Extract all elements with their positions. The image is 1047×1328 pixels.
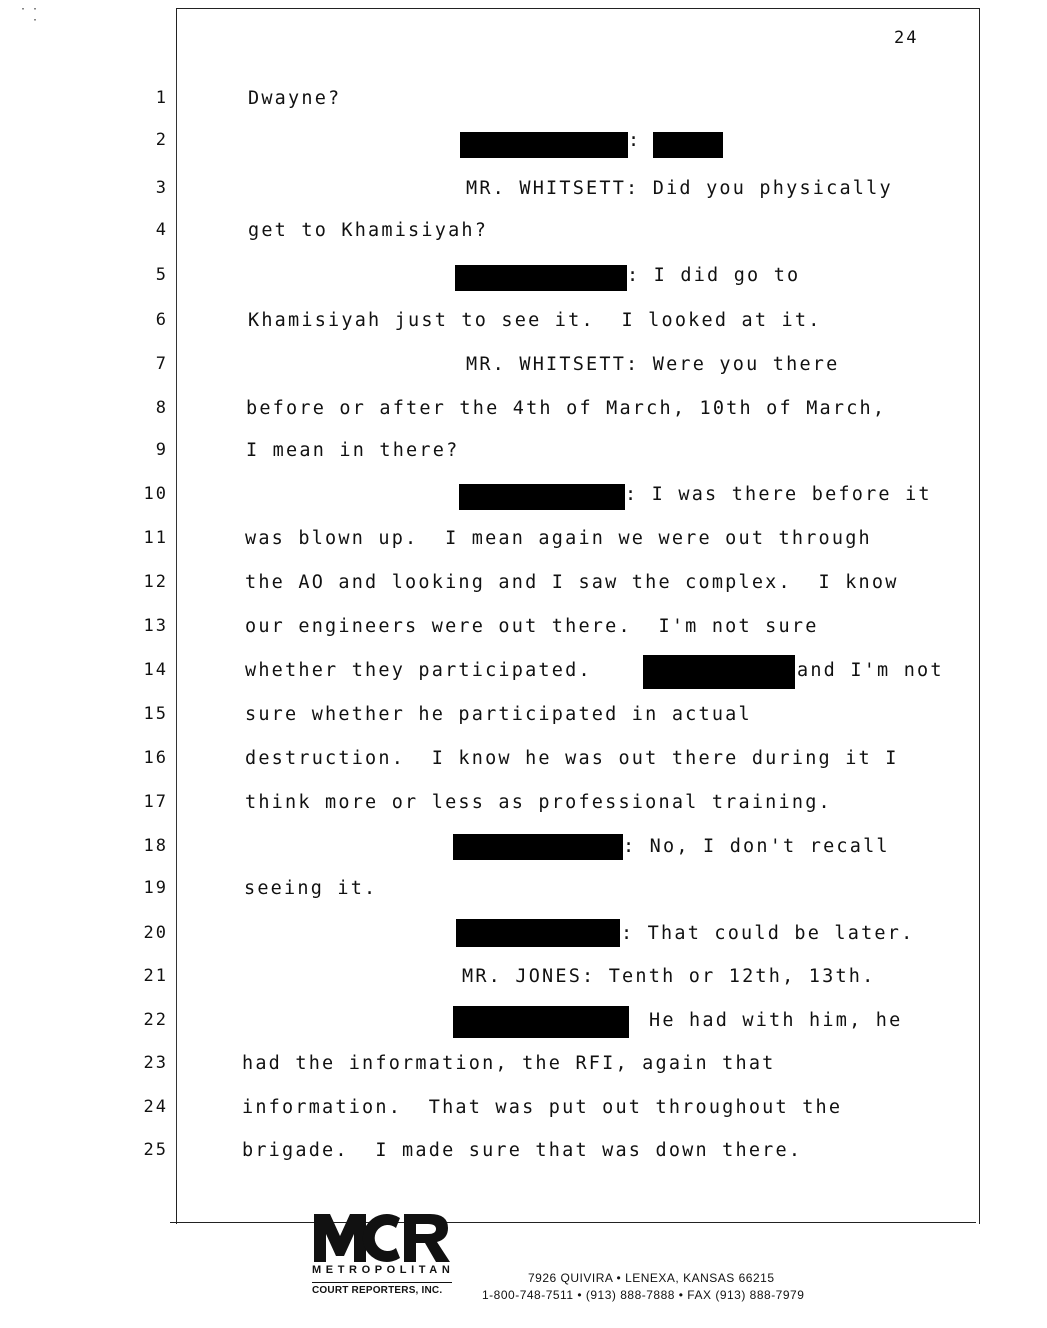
line-text: get to Khamisiyah?: [248, 220, 489, 241]
line-number: 2: [155, 130, 168, 150]
line-text: Khamisiyah just to see it. I looked at it.: [248, 310, 822, 331]
redaction-box: [460, 132, 628, 158]
line-text: MR. WHITSETT: Did you physically: [466, 178, 893, 199]
transcript-line: [0, 1053, 1047, 1083]
transcript-line: [0, 528, 1047, 558]
line-text: sure whether he participated in actual: [245, 704, 752, 725]
line-text: : That could be later.: [621, 923, 915, 944]
redaction-box: [643, 655, 795, 689]
page-number: 24: [894, 28, 919, 48]
transcript-line: [0, 440, 1047, 470]
transcript-line: [0, 660, 1047, 690]
transcript-line: [0, 792, 1047, 822]
line-text: had the information, the RFI, again that: [242, 1053, 776, 1074]
line-text: : No, I don't recall: [623, 836, 890, 857]
line-number: 13: [143, 616, 168, 636]
transcript-line: [0, 354, 1047, 384]
redaction-box: [459, 484, 625, 510]
logo-text-court-reporters: COURT REPORTERS, INC.: [312, 1282, 452, 1296]
line-number: 22: [143, 1010, 168, 1030]
line-number: 4: [155, 220, 168, 240]
line-text: MR. WHITSETT: Were you there: [466, 354, 840, 375]
line-number: 15: [143, 704, 168, 724]
transcript-line: [0, 265, 1047, 295]
logo-text-metropolitan: METROPOLITAN: [312, 1264, 455, 1276]
line-text: : I did go to: [627, 265, 801, 286]
line-text: before or after the 4th of March, 10th of March,: [246, 398, 887, 419]
line-number: 10: [143, 484, 168, 504]
line-number: 25: [143, 1140, 168, 1160]
scan-specks: · · ·: [20, 4, 39, 26]
transcript-line: [0, 704, 1047, 734]
footer-phone-numbers: 1-800-748-7511 • (913) 888-7888 • FAX (913) 888-7979: [482, 1288, 805, 1302]
line-text: seeing it.: [244, 878, 378, 899]
transcript-line: [0, 966, 1047, 996]
transcript-line: [0, 398, 1047, 428]
redaction-box: [455, 265, 627, 291]
line-number: 3: [155, 178, 168, 198]
line-text: was blown up. I mean again we were out through: [245, 528, 872, 549]
redaction-box: [456, 919, 620, 947]
line-number: 14: [143, 660, 168, 680]
transcript-line: [0, 572, 1047, 602]
line-text: destruction. I know he was out there during it I: [245, 748, 899, 769]
line-text: think more or less as professional training.: [245, 792, 832, 813]
line-number: 12: [143, 572, 168, 592]
line-number: 8: [155, 398, 168, 418]
transcript-line: [0, 484, 1047, 514]
line-number: 24: [143, 1097, 168, 1117]
transcript-line: [0, 836, 1047, 866]
line-text-after-redaction: and I'm not: [797, 660, 944, 681]
line-text: brigade. I made sure that was down there.: [242, 1140, 803, 1161]
transcript-line: [0, 923, 1047, 953]
transcript-line: [0, 748, 1047, 778]
line-number: 18: [143, 836, 168, 856]
line-text: MR. JONES: Tenth or 12th, 13th.: [462, 966, 876, 987]
line-number: 17: [143, 792, 168, 812]
transcript-line: [0, 1140, 1047, 1170]
transcript-line: [0, 178, 1047, 208]
transcript-line: [0, 130, 1047, 160]
line-number: 19: [143, 878, 168, 898]
line-text: our engineers were out there. I'm not sure: [245, 616, 819, 637]
transcript-line: [0, 88, 1047, 118]
footer-address: 7926 QUIVIRA • LENEXA, KANSAS 66215: [528, 1271, 775, 1285]
bottom-rule: [170, 1222, 976, 1223]
line-number: 9: [155, 440, 168, 460]
line-number: 21: [143, 966, 168, 986]
transcript-line: [0, 616, 1047, 646]
transcript-line: [0, 1097, 1047, 1127]
line-text: Dwayne?: [248, 88, 342, 109]
line-text: I mean in there?: [246, 440, 460, 461]
line-text: information. That was put out throughout the: [242, 1097, 843, 1118]
line-number: 1: [155, 88, 168, 108]
transcript-line: [0, 1010, 1047, 1040]
line-number: 20: [143, 923, 168, 943]
redaction-box: [453, 834, 623, 860]
line-text: :: [628, 130, 642, 151]
mcr-logo-icon: [312, 1212, 452, 1264]
transcript-line: [0, 220, 1047, 250]
transcript-line: [0, 310, 1047, 340]
line-number: 7: [155, 354, 168, 374]
line-number: 11: [143, 528, 168, 548]
line-number: 23: [143, 1053, 168, 1073]
line-number: 5: [155, 265, 168, 285]
transcript-line: [0, 878, 1047, 908]
line-text: whether they participated.: [245, 660, 592, 681]
redaction-box: [453, 1006, 629, 1038]
line-text: the AO and looking and I saw the complex. I know: [245, 572, 899, 593]
line-number: 16: [143, 748, 168, 768]
redaction-box: [653, 132, 723, 158]
line-text: He had with him, he: [649, 1010, 903, 1031]
line-text: : I was there before it: [625, 484, 932, 505]
line-number: 6: [155, 310, 168, 330]
mcr-logo: [312, 1212, 455, 1307]
